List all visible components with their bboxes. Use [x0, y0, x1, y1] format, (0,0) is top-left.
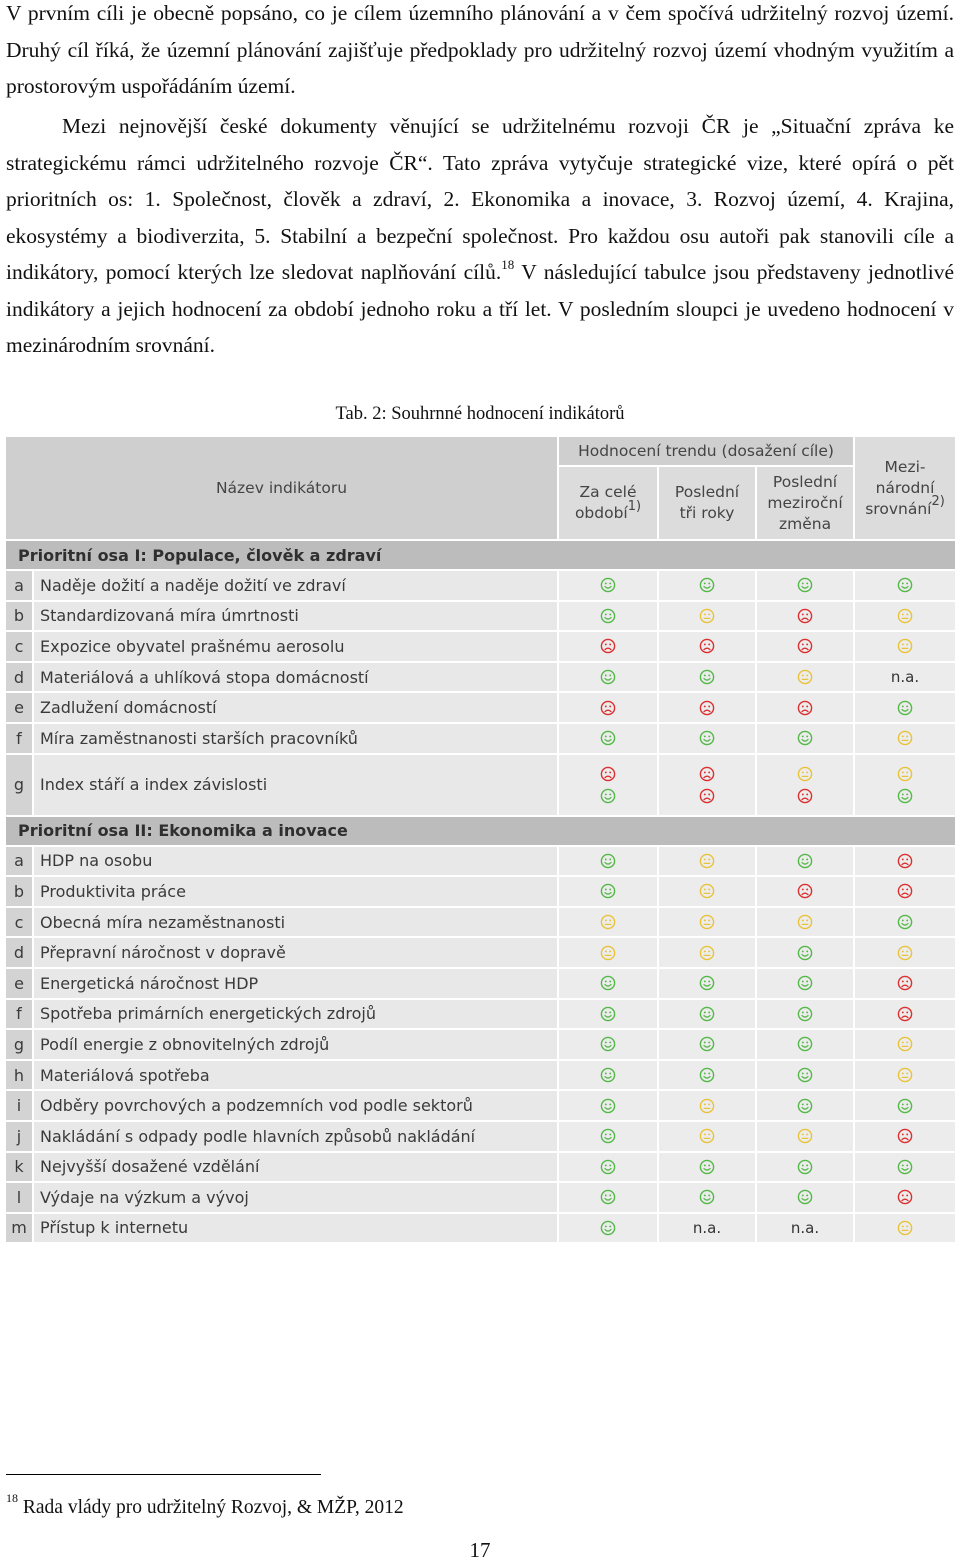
- section-title-cell: [6, 817, 955, 847]
- rating-cell: [559, 571, 659, 602]
- rating-cell: [659, 1214, 757, 1245]
- rating-cell: [757, 724, 855, 755]
- table-row: [6, 1091, 955, 1122]
- rating-cell: [855, 1153, 955, 1184]
- rating-cell: [659, 877, 757, 908]
- rating-cell: [659, 1153, 757, 1184]
- rating-cell: [659, 908, 757, 939]
- rating-cell: [559, 1000, 659, 1031]
- table-row: [6, 755, 955, 817]
- rating-cell: [757, 1091, 855, 1122]
- good-rating-icon: [600, 1006, 616, 1022]
- rating-cell: [559, 1153, 659, 1184]
- rating-cell: [757, 1183, 855, 1214]
- indicator-name: Zadlužení domácností: [34, 693, 559, 724]
- neutral-rating-icon: [699, 608, 715, 624]
- trend-group-header: Hodnocení trendu (dosažení cíle): [559, 437, 855, 467]
- rating-cell: [855, 1183, 955, 1214]
- row-letter: e: [6, 969, 34, 1000]
- indicator-name: Standardizovaná míra úmrtnosti: [34, 602, 559, 633]
- good-rating-icon: [897, 577, 913, 593]
- good-rating-icon: [699, 1006, 715, 1022]
- rating-cell: [855, 1061, 955, 1092]
- good-rating-icon: [600, 1128, 616, 1144]
- neutral-rating-icon: [897, 945, 913, 961]
- good-rating-icon: [600, 1067, 616, 1083]
- rating-cell: [659, 847, 757, 878]
- indicator-name: Míra zaměstnanosti starších pracovníků: [34, 724, 559, 755]
- good-rating-icon: [699, 1036, 715, 1052]
- bad-rating-icon: [600, 700, 616, 716]
- footnote-mark: 18: [6, 1490, 18, 1505]
- rating-cell: [855, 969, 955, 1000]
- not-available-label: n.a.: [692, 1218, 722, 1237]
- neutral-rating-icon: [797, 1128, 813, 1144]
- footnote-text: Rada vlády pro udržitelný Rozvoj, & MŽP, 2012: [22, 1497, 404, 1518]
- rating-cell: [559, 1214, 659, 1245]
- good-rating-icon: [699, 1189, 715, 1205]
- paragraph-2: [6, 108, 954, 364]
- rating-cell: [659, 602, 757, 633]
- rating-cell: [855, 908, 955, 939]
- indicator-name: Expozice obyvatel prašnému aerosolu: [34, 632, 559, 663]
- footnote-reference[interactable]: 18: [501, 256, 515, 272]
- table-row: [6, 877, 955, 908]
- bad-rating-icon: [699, 700, 715, 716]
- not-available-label: n.a.: [890, 668, 920, 687]
- bad-rating-icon: [897, 975, 913, 991]
- good-rating-icon: [600, 1036, 616, 1052]
- good-rating-icon: [600, 1159, 616, 1175]
- row-letter: c: [6, 632, 34, 663]
- row-letter: a: [6, 571, 34, 602]
- good-rating-icon: [600, 1098, 616, 1114]
- section-title: Prioritní osa II: Ekonomika a inovace: [18, 821, 348, 841]
- rating-cell: [757, 908, 855, 939]
- good-rating-icon: [699, 730, 715, 746]
- rating-cell: [757, 693, 855, 724]
- neutral-rating-icon: [797, 669, 813, 685]
- indicator-name: Materiálová spotřeba: [34, 1061, 559, 1092]
- indicator-name: Spotřeba primárních energetických zdrojů: [34, 1000, 559, 1031]
- rating-cell: [659, 693, 757, 724]
- rating-cell: [855, 1214, 955, 1245]
- good-rating-icon: [897, 788, 913, 804]
- row-letter: j: [6, 1122, 34, 1153]
- section-header-row: [6, 817, 955, 847]
- neutral-rating-icon: [797, 766, 813, 782]
- good-rating-icon: [699, 1067, 715, 1083]
- good-rating-icon: [600, 730, 616, 746]
- table-row: [6, 571, 955, 602]
- indicator-name: Produktivita práce: [34, 877, 559, 908]
- table-row: [6, 724, 955, 755]
- good-rating-icon: [600, 669, 616, 685]
- neutral-rating-icon: [897, 730, 913, 746]
- indicator-name: Obecná míra nezaměstnanosti: [34, 908, 559, 939]
- rating-cell: [757, 847, 855, 878]
- year-on-year-header: Poslední meziroční změna: [757, 467, 855, 541]
- row-letter: f: [6, 724, 34, 755]
- footnote-rule: [6, 1474, 321, 1475]
- neutral-rating-icon: [600, 945, 616, 961]
- neutral-rating-icon: [797, 914, 813, 930]
- row-letter: h: [6, 1061, 34, 1092]
- row-letter: e: [6, 693, 34, 724]
- not-available-label: n.a.: [790, 1218, 820, 1237]
- bad-rating-icon: [797, 608, 813, 624]
- bad-rating-icon: [897, 1189, 913, 1205]
- paragraph-2-text-cont: V následující tabulce jsou představeny jednotlivé indikátory a jejich hodnocení za období jednoho roku a tří let. V posledním sloupci je uvedeno hodnocení v mezinárodním srovnání.: [6, 260, 954, 357]
- rating-cell: [855, 877, 955, 908]
- good-rating-icon: [699, 1159, 715, 1175]
- whole-period-header: Za celé období$^{1)}$: [559, 467, 659, 541]
- rating-cell: [559, 908, 659, 939]
- rating-cell: [757, 1000, 855, 1031]
- good-rating-icon: [600, 853, 616, 869]
- page-number: 17: [469, 1538, 491, 1562]
- bad-rating-icon: [797, 788, 813, 804]
- rating-cell: [757, 632, 855, 663]
- good-rating-icon: [797, 975, 813, 991]
- rating-cell: [659, 1183, 757, 1214]
- rating-cell: [659, 969, 757, 1000]
- table-row: [6, 969, 955, 1000]
- rating-cell: [855, 1091, 955, 1122]
- section-title: Prioritní osa I: Populace, člověk a zdraví: [18, 545, 382, 565]
- bad-rating-icon: [897, 1006, 913, 1022]
- neutral-rating-icon: [897, 1036, 913, 1052]
- section-header-row: [6, 541, 955, 571]
- name-column-header: Název indikátoru: [6, 437, 559, 541]
- rating-cell: [659, 571, 757, 602]
- rating-cell: [757, 1122, 855, 1153]
- good-rating-icon: [897, 1098, 913, 1114]
- rating-cell: [757, 877, 855, 908]
- section-title-cell: [6, 541, 955, 571]
- neutral-rating-icon: [897, 1220, 913, 1236]
- neutral-rating-icon: [897, 1067, 913, 1083]
- good-rating-icon: [797, 577, 813, 593]
- table-row: [6, 908, 955, 939]
- rating-cell: [855, 571, 955, 602]
- good-rating-icon: [600, 1189, 616, 1205]
- good-rating-icon: [600, 1220, 616, 1236]
- table-row: [6, 663, 955, 694]
- bad-rating-icon: [797, 883, 813, 899]
- good-rating-icon: [797, 1159, 813, 1175]
- international-header: Mezi- národní srovnání$^{2)}$: [855, 437, 955, 541]
- rating-cell: [659, 724, 757, 755]
- rating-stack: [699, 760, 715, 810]
- good-rating-icon: [897, 914, 913, 930]
- rating-stack: [897, 760, 913, 810]
- rating-cell: [559, 1061, 659, 1092]
- indicator-name: Přístup k internetu: [34, 1214, 559, 1245]
- indicator-name: Nakládání s odpady podle hlavních způsobů nakládání: [34, 1122, 559, 1153]
- indicator-name: Index stáří a index závislosti: [34, 755, 559, 817]
- table-row: [6, 847, 955, 878]
- row-letter: m: [6, 1214, 34, 1245]
- rating-cell: [757, 1061, 855, 1092]
- rating-cell: [855, 663, 955, 694]
- rating-cell: [855, 1030, 955, 1061]
- rating-cell: [559, 847, 659, 878]
- good-rating-icon: [797, 1006, 813, 1022]
- good-rating-icon: [897, 1159, 913, 1175]
- rating-cell: [559, 1030, 659, 1061]
- rating-cell: [659, 1030, 757, 1061]
- rating-cell: [559, 938, 659, 969]
- rating-stack: [600, 760, 616, 810]
- table-row: [6, 938, 955, 969]
- rating-cell: [757, 1153, 855, 1184]
- indicator-name: Výdaje na výzkum a vývoj: [34, 1183, 559, 1214]
- good-rating-icon: [600, 883, 616, 899]
- neutral-rating-icon: [897, 638, 913, 654]
- good-rating-icon: [600, 788, 616, 804]
- table-row: [6, 1030, 955, 1061]
- table-row: [6, 1122, 955, 1153]
- footnote: [6, 1490, 404, 1519]
- table-row: [6, 1000, 955, 1031]
- row-letter: b: [6, 877, 34, 908]
- rating-cell: [659, 1091, 757, 1122]
- table-row: [6, 1214, 955, 1245]
- rating-cell: [559, 1091, 659, 1122]
- good-rating-icon: [600, 608, 616, 624]
- rating-cell: [855, 724, 955, 755]
- neutral-rating-icon: [897, 608, 913, 624]
- rating-cell: [559, 1183, 659, 1214]
- good-rating-icon: [699, 975, 715, 991]
- neutral-rating-icon: [699, 853, 715, 869]
- row-letter: f: [6, 1000, 34, 1031]
- indicator-name: Energetická náročnost HDP: [34, 969, 559, 1000]
- rating-cell: [659, 755, 757, 817]
- table-row: [6, 602, 955, 633]
- rating-cell: [559, 632, 659, 663]
- indicator-name: Nejvyšší dosažené vzdělání: [34, 1153, 559, 1184]
- rating-cell: [855, 1000, 955, 1031]
- neutral-rating-icon: [600, 914, 616, 930]
- rating-cell: [855, 632, 955, 663]
- bad-rating-icon: [897, 853, 913, 869]
- rating-cell: [659, 663, 757, 694]
- rating-cell: [855, 938, 955, 969]
- good-rating-icon: [699, 669, 715, 685]
- indicator-name: Odběry povrchových a podzemních vod podle sektorů: [34, 1091, 559, 1122]
- good-rating-icon: [797, 1098, 813, 1114]
- good-rating-icon: [897, 700, 913, 716]
- indicator-name: Přepravní náročnost v dopravě: [34, 938, 559, 969]
- rating-cell: [559, 1122, 659, 1153]
- neutral-rating-icon: [699, 1128, 715, 1144]
- bad-rating-icon: [699, 788, 715, 804]
- rating-cell: [559, 693, 659, 724]
- neutral-rating-icon: [699, 945, 715, 961]
- bad-rating-icon: [797, 638, 813, 654]
- rating-cell: [757, 938, 855, 969]
- row-letter: c: [6, 908, 34, 939]
- good-rating-icon: [797, 945, 813, 961]
- good-rating-icon: [797, 853, 813, 869]
- neutral-rating-icon: [699, 883, 715, 899]
- good-rating-icon: [699, 577, 715, 593]
- indicator-name: Naděje dožití a naděje dožití ve zdraví: [34, 571, 559, 602]
- rating-cell: [559, 602, 659, 633]
- rating-cell: [559, 877, 659, 908]
- row-letter: d: [6, 663, 34, 694]
- bad-rating-icon: [699, 638, 715, 654]
- rating-cell: [855, 693, 955, 724]
- rating-cell: [757, 663, 855, 694]
- indicator-table-body: [6, 541, 955, 1244]
- rating-cell: [757, 755, 855, 817]
- row-letter: a: [6, 847, 34, 878]
- rating-cell: [659, 1000, 757, 1031]
- rating-cell: [757, 1030, 855, 1061]
- rating-cell: [757, 969, 855, 1000]
- rating-cell: [659, 632, 757, 663]
- row-letter: d: [6, 938, 34, 969]
- rating-cell: [855, 1122, 955, 1153]
- bad-rating-icon: [600, 766, 616, 782]
- indicator-name: Materiálová a uhlíková stopa domácností: [34, 663, 559, 694]
- good-rating-icon: [600, 975, 616, 991]
- row-letter: g: [6, 755, 34, 817]
- bad-rating-icon: [897, 883, 913, 899]
- rating-cell: [559, 724, 659, 755]
- rating-cell: [559, 969, 659, 1000]
- indicator-name: Podíl energie z obnovitelných zdrojů: [34, 1030, 559, 1061]
- row-letter: g: [6, 1030, 34, 1061]
- neutral-rating-icon: [699, 914, 715, 930]
- neutral-rating-icon: [897, 766, 913, 782]
- rating-cell: [855, 755, 955, 817]
- rating-cell: [659, 1122, 757, 1153]
- paragraph-1: V prvním cíli je obecně popsáno, co je cílem územního plánování a v čem spočívá udržitelný rozvoj území. Druhý cíl říká, že územní plánování zajišťuje předpoklady pro udržitelný rozvoj území vhodným využitím a prostorovým uspořádáním území.: [6, 1, 954, 98]
- bad-rating-icon: [797, 700, 813, 716]
- table-row: [6, 1183, 955, 1214]
- rating-cell: [757, 602, 855, 633]
- rating-cell: [659, 938, 757, 969]
- good-rating-icon: [797, 1067, 813, 1083]
- rating-cell: [855, 602, 955, 633]
- rating-cell: [559, 755, 659, 817]
- row-letter: b: [6, 602, 34, 633]
- table-row: [6, 632, 955, 663]
- rating-cell: [757, 1214, 855, 1245]
- table-row: [6, 693, 955, 724]
- good-rating-icon: [797, 1036, 813, 1052]
- rating-stack: [797, 760, 813, 810]
- row-letter: i: [6, 1091, 34, 1122]
- good-rating-icon: [600, 577, 616, 593]
- good-rating-icon: [797, 730, 813, 746]
- row-letter: k: [6, 1153, 34, 1184]
- rating-cell: [559, 663, 659, 694]
- table-row: [6, 1061, 955, 1092]
- indicator-name: HDP na osobu: [34, 847, 559, 878]
- bad-rating-icon: [897, 1128, 913, 1144]
- paragraph-2-text: Mezi nejnovější české dokumenty věnující se udržitelnému rozvoji ČR je „Situační zpráva ke strategickému rámci udržitelného rozvoje ČR“. Tato zpráva vytyčuje strategické vize, které opírá o pět prioritních os: 1. Společnost, člověk a zdraví, 2. Ekonomika a inovace, 3. Rozvoj území, 4. Krajina, ekosystémy a biodiverzita, 5. Stabilní a bezpeční společnost. Pro každou osu autoři pak stanovili cíle a indikátory, pomocí kterých lze sledovat naplňování cílů.: [6, 114, 954, 284]
- table-caption: Tab. 2: Souhrnné hodnocení indikátorů: [335, 404, 625, 424]
- rating-cell: [855, 847, 955, 878]
- table-row: [6, 1153, 955, 1184]
- row-letter: l: [6, 1183, 34, 1214]
- bad-rating-icon: [600, 638, 616, 654]
- last-three-years-header: Poslední tři roky: [659, 467, 757, 541]
- bad-rating-icon: [699, 766, 715, 782]
- good-rating-icon: [797, 1189, 813, 1205]
- neutral-rating-icon: [699, 1098, 715, 1114]
- indicator-table: [6, 437, 955, 1244]
- rating-cell: [659, 1061, 757, 1092]
- rating-cell: [757, 571, 855, 602]
